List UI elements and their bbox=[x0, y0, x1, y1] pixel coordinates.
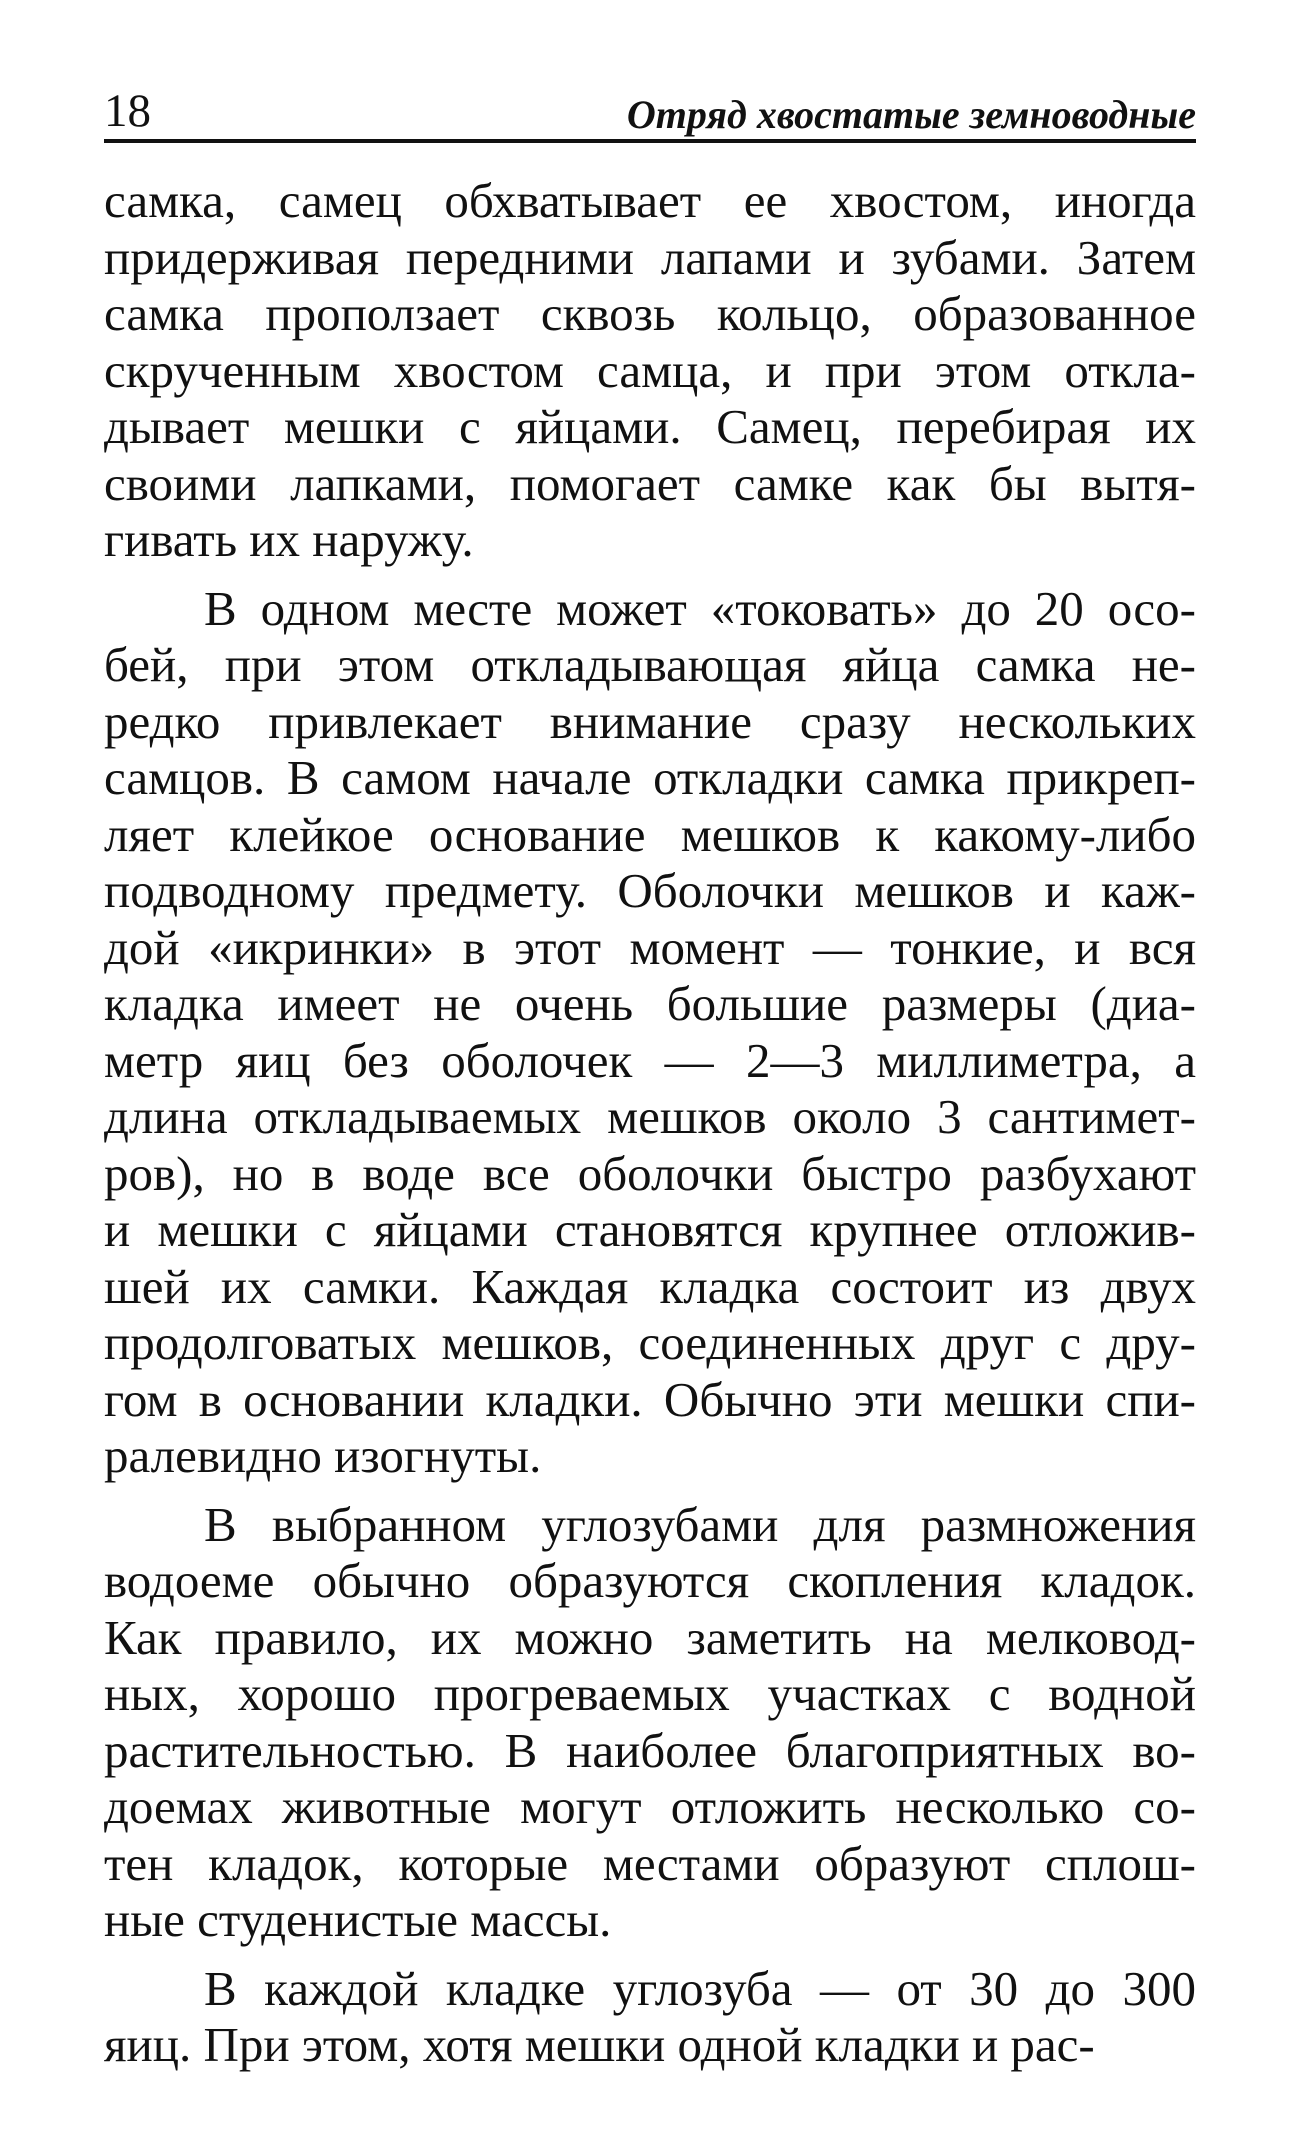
text-line: шей их самки. Каждая кладка состоит из двух bbox=[104, 1258, 1196, 1314]
text-line: ров), но в воде все оболочки быстро разбухают bbox=[104, 1145, 1196, 1201]
text-line: дой «икринки» в этот момент — тонкие, и вся bbox=[104, 919, 1196, 975]
text-line: и мешки с яйцами становятся крупнее отложив- bbox=[104, 1202, 1196, 1257]
text-line: самцов. В самом начале откладки самка прикреп- bbox=[104, 750, 1196, 805]
text-line: самка проползает сквозь кольцо, образованное bbox=[104, 286, 1196, 341]
text-line: яиц. При этом, хотя мешки одной кладки и рас- bbox=[104, 2017, 1095, 2072]
paragraph bbox=[104, 1497, 1196, 1949]
text-line: скрученным хвостом самца, и при этом откла- bbox=[104, 342, 1196, 398]
text-line: растительностью. В наиболее благоприятных во- bbox=[104, 1722, 1196, 1778]
text-line: В каждой кладке углозуба — от 30 до 300 bbox=[204, 1960, 1196, 2016]
text-line: ных, хорошо прогреваемых участках с водной bbox=[104, 1666, 1196, 1721]
text-line: своими лапками, помогает самке как бы вытя- bbox=[104, 455, 1196, 511]
text-line: ляет клейкое основание мешков к какому-либо bbox=[104, 806, 1196, 862]
text-line: тен кладок, которые местами образуют сплош- bbox=[104, 1835, 1196, 1891]
text-line: редко привлекает внимание сразу нескольких bbox=[104, 693, 1196, 749]
body-text bbox=[104, 173, 1196, 2074]
paragraph bbox=[104, 173, 1196, 569]
page-number: 18 bbox=[104, 85, 151, 137]
paragraph bbox=[104, 1961, 1196, 2074]
text-line: В выбранном углозубами для размножения bbox=[204, 1496, 1196, 1552]
text-line: дывает мешки с яйцами. Самец, перебирая их bbox=[104, 399, 1196, 454]
text-line: ные студенистые массы. bbox=[104, 1892, 612, 1947]
book-page bbox=[104, 85, 1196, 2074]
section-title: Отряд хвостатые земноводные bbox=[626, 92, 1196, 137]
text-line: придерживая передними лапами и зубами. Затем bbox=[104, 229, 1196, 285]
text-line: ралевидно изогнуты. bbox=[104, 1428, 542, 1483]
running-head bbox=[104, 85, 1196, 143]
text-line: водоеме обычно образуются скопления кладок. bbox=[104, 1553, 1196, 1608]
text-line: В одном месте может «токовать» до 20 осо- bbox=[204, 580, 1196, 636]
text-line: Как правило, их можно заметить на мелковод- bbox=[104, 1609, 1196, 1665]
text-line: продолговатых мешков, соединенных друг с дру- bbox=[104, 1315, 1196, 1370]
text-line: метр яиц без оболочек — 2—3 миллиметра, а bbox=[104, 1032, 1196, 1088]
text-line: бей, при этом откладывающая яйца самка не- bbox=[104, 637, 1196, 692]
text-line: гом в основании кладки. Обычно эти мешки спи- bbox=[104, 1371, 1196, 1427]
text-line: самка, самец обхватывает ее хвостом, иногда bbox=[104, 173, 1196, 228]
text-line: длина откладываемых мешков около 3 сантимет- bbox=[104, 1089, 1196, 1144]
text-line: гивать их наружу. bbox=[104, 512, 474, 567]
text-line: доемах животные могут отложить несколько со- bbox=[104, 1779, 1196, 1834]
text-line: кладка имеет не очень большие размеры (диа- bbox=[104, 976, 1196, 1031]
paragraph bbox=[104, 581, 1196, 1485]
text-line: подводному предмету. Оболочки мешков и каж- bbox=[104, 863, 1196, 918]
